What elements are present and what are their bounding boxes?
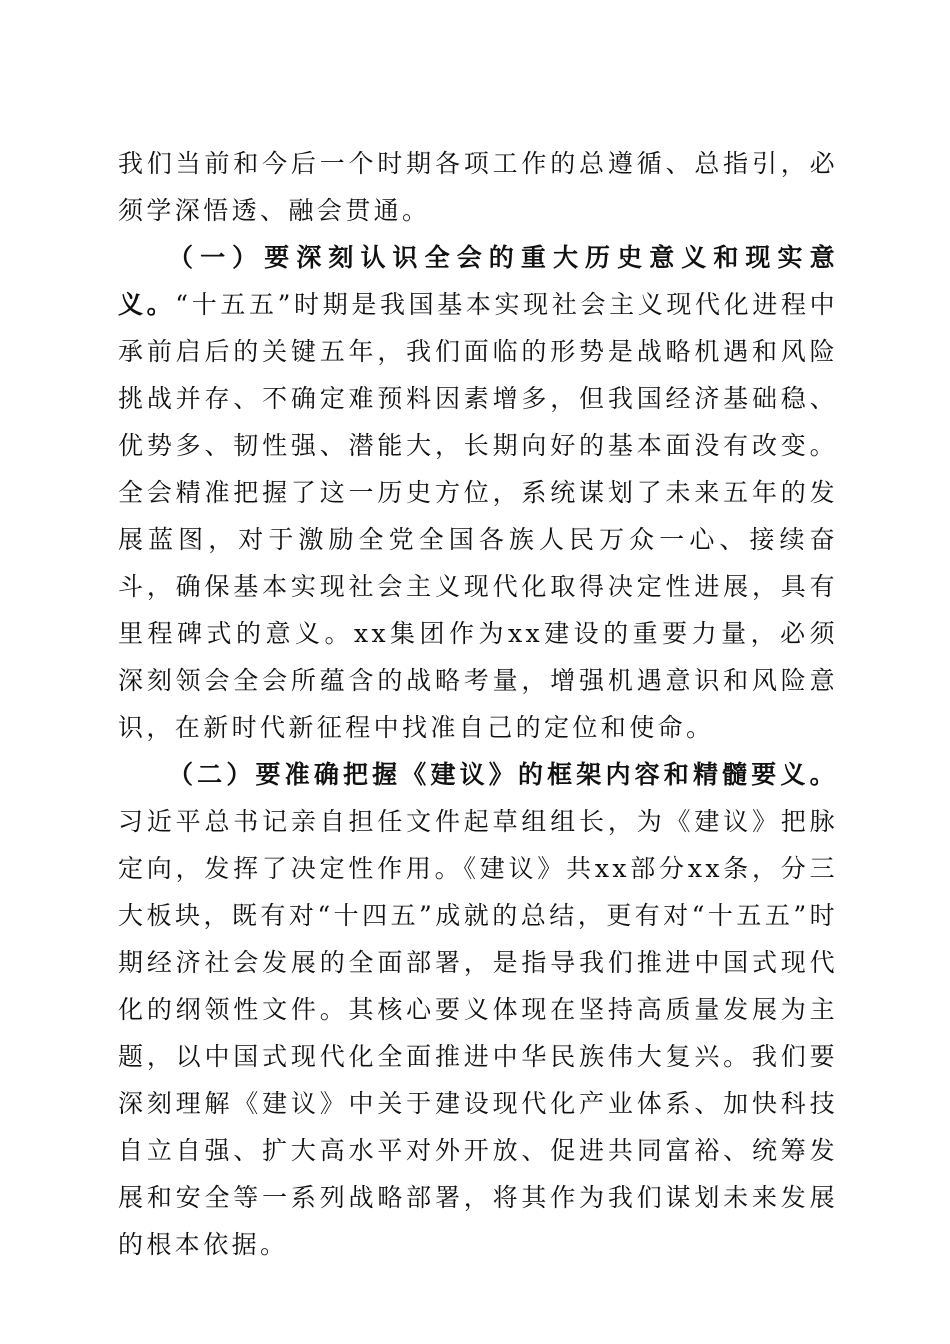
section-heading-2: （二）要准确把握《建议》的框架内容和精髓要义。 bbox=[168, 760, 838, 789]
paragraph-text: 我们当前和今后一个时期各项工作的总遵循、总指引，必须学深悟透、融会贯通。 bbox=[118, 149, 838, 225]
paragraph-text: “十五五”时期是我国基本实现社会主义现代化进程中承前启后的关键五年，我们面临的形势是战略机遇和风险挑战并存、不确定难预料因素增多，但我国经济基础稳、优势多、韧性强、潜能大，长期向好的基本面没有改变。全会精准把握了这一历史方位，系统谋划了未来五年的发展蓝图，对于激励全党全国各族人民万众一心、接续奋斗，确保基本实现社会主义现代化取得决定性进展，具有里程碑式的意义。xx集团作为xx建设的重要力量，必须深刻领会全会所蕴含的战略考量，增强机遇意识和风险意识，在新时代新征程中找准自己的定位和使命。 bbox=[118, 290, 838, 742]
paragraph-section-2 bbox=[118, 751, 838, 1268]
section-heading-1: （一）要深刻认识全会的重大历史意义和现实意义。 bbox=[118, 243, 838, 319]
paragraph-text: 习近平总书记亲自担任文件起草组组长，为《建议》把脉定向，发挥了决定性作用。《建议》共xx部分xx条，分三大板块，既有对“十四五”成就的总结，更有对“十五五”时期经济社会发展的全面部署，是指导我们推进中国式现代化的纲领性文件。其核心要义体现在坚持高质量发展为主题，以中国式现代化全面推进中华民族伟大复兴。我们要深刻理解《建议》中关于建设现代化产业体系、加快科技自立自强、扩大高水平对外开放、促进共同富裕、统筹发展和安全等一系列战略部署，将其作为我们谋划未来发展的根本依据。 bbox=[118, 807, 838, 1259]
paragraph-section-1 bbox=[118, 234, 838, 751]
document-body bbox=[118, 140, 838, 1268]
paragraph-continuation bbox=[118, 140, 838, 234]
